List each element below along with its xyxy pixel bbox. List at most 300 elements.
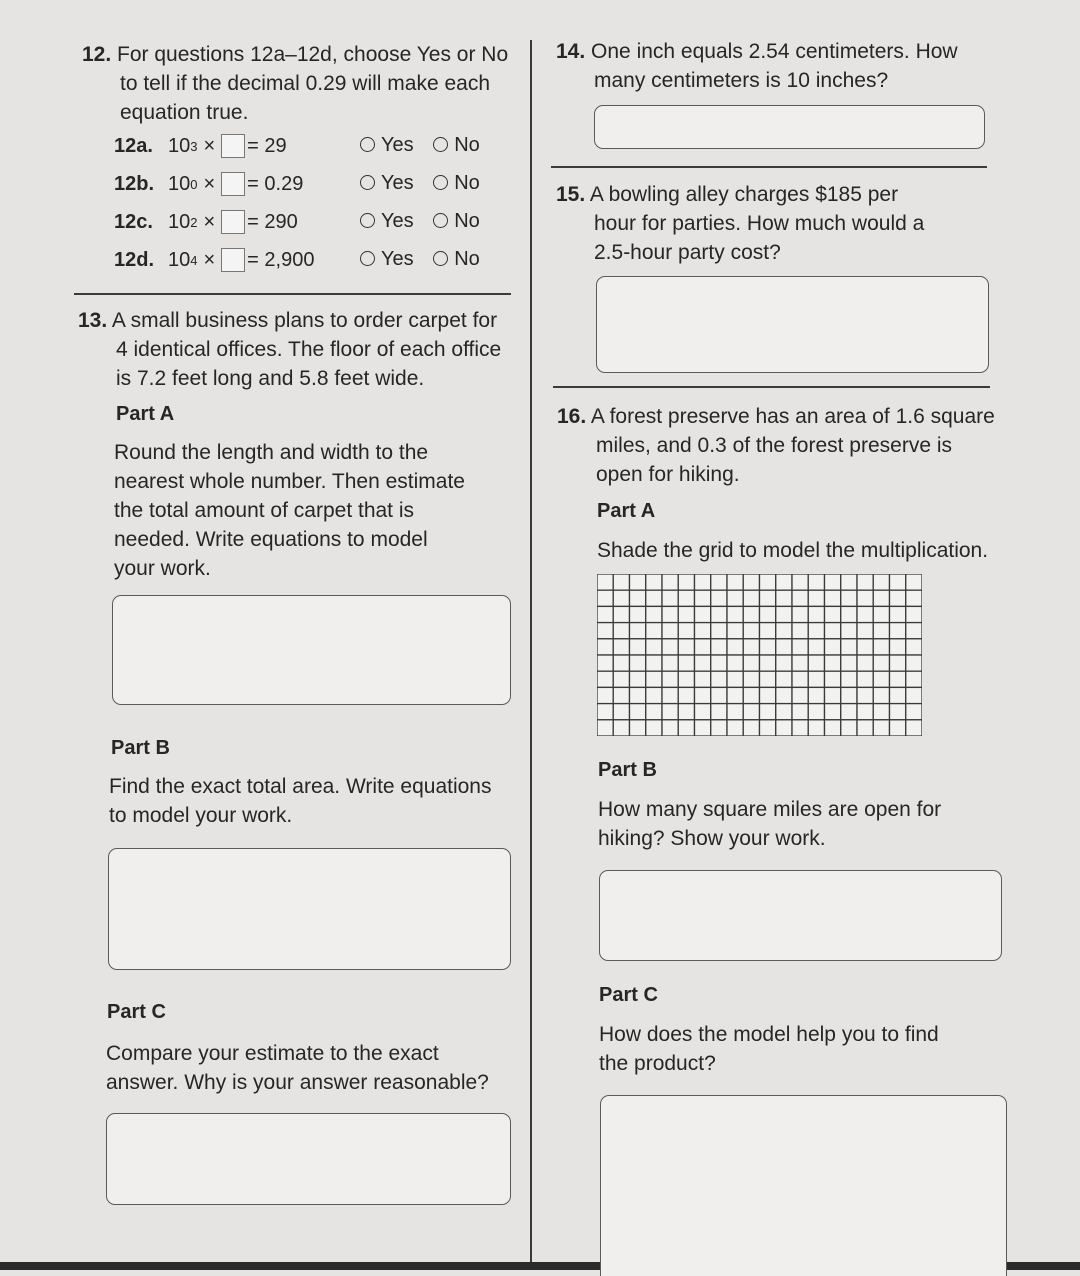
radio-circle-icon (433, 251, 448, 266)
q12d-result: = 2,900 (247, 248, 315, 271)
grid-cell[interactable] (630, 623, 646, 639)
grid-cell[interactable] (695, 623, 711, 639)
q16-partB-title: Part B (598, 759, 657, 781)
grid-cell[interactable] (630, 720, 646, 736)
grid-cell[interactable] (792, 704, 808, 720)
grid-cell[interactable] (613, 655, 629, 671)
divider-q12-q13 (74, 293, 511, 295)
grid-cell[interactable] (873, 671, 889, 687)
q16-line3: open for hiking. (596, 463, 740, 486)
q12b-equation (114, 172, 303, 196)
grid-cell[interactable] (678, 671, 694, 687)
divider-q14-q15 (551, 166, 987, 168)
grid-cell[interactable] (808, 720, 824, 736)
q12a-no-option[interactable]: No (433, 134, 480, 156)
grid-cell[interactable] (678, 606, 694, 622)
q12d-times: × (203, 248, 216, 271)
grid-cell[interactable] (825, 623, 841, 639)
q12d-equation (114, 248, 314, 272)
grid-cell[interactable] (857, 720, 873, 736)
grid-cell[interactable] (678, 687, 694, 703)
grid-cell[interactable] (906, 655, 922, 671)
grid-cell[interactable] (792, 671, 808, 687)
grid-cell[interactable] (825, 606, 841, 622)
q13-prompt (78, 306, 523, 393)
grid-cell[interactable] (695, 671, 711, 687)
q12a-exp: 3 (190, 138, 198, 154)
grid-cell[interactable] (711, 704, 727, 720)
grid-cell[interactable] (613, 671, 629, 687)
grid-cell[interactable] (825, 720, 841, 736)
grid-cell[interactable] (678, 590, 694, 606)
q12c-base: 10 (168, 210, 191, 233)
grid-cell[interactable] (776, 623, 792, 639)
grid-cell[interactable] (727, 704, 743, 720)
grid-cell[interactable] (873, 639, 889, 655)
radio-circle-icon (360, 251, 375, 266)
grid-cell[interactable] (890, 606, 906, 622)
grid-cell[interactable] (873, 574, 889, 590)
grid-cell[interactable] (873, 704, 889, 720)
grid-cell[interactable] (711, 574, 727, 590)
grid-cell[interactable] (906, 671, 922, 687)
grid-cell[interactable] (873, 606, 889, 622)
q12b-base: 10 (168, 172, 191, 195)
q12d-base: 10 (168, 248, 191, 271)
q16-line1: A forest preserve has an area of 1.6 square (590, 405, 995, 428)
grid-cell[interactable] (776, 720, 792, 736)
grid-cell[interactable] (727, 590, 743, 606)
grid-cell[interactable] (906, 704, 922, 720)
grid-cell[interactable] (662, 720, 678, 736)
grid-cell[interactable] (760, 720, 776, 736)
q13-partA-title: Part A (116, 403, 175, 425)
grid-cell[interactable] (646, 574, 662, 590)
divider-q15-q16 (553, 386, 990, 388)
grid-cell[interactable] (760, 590, 776, 606)
grid-cell[interactable] (613, 606, 629, 622)
grid-cell[interactable] (890, 720, 906, 736)
q13-partC-line1: Compare your estimate to the exact (106, 1042, 439, 1065)
q12d-no-option[interactable]: No (433, 248, 480, 270)
q16-number: 16. (557, 405, 587, 428)
grid-cell[interactable] (597, 623, 613, 639)
grid-cell[interactable] (857, 655, 873, 671)
grid-cell[interactable] (662, 574, 678, 590)
q12d-yes-option[interactable]: Yes (360, 248, 414, 270)
q13-partB-text (109, 772, 524, 830)
grid-cell[interactable] (808, 687, 824, 703)
grid-cell[interactable] (792, 655, 808, 671)
grid-cell[interactable] (597, 574, 613, 590)
grid-cell[interactable] (646, 671, 662, 687)
grid-cell[interactable] (776, 687, 792, 703)
q13-number: 13. (78, 309, 108, 332)
grid-cell[interactable] (906, 590, 922, 606)
q16-partC-text (599, 1020, 1019, 1078)
grid-cell[interactable] (678, 720, 694, 736)
grid-cell[interactable] (906, 639, 922, 655)
grid-cell[interactable] (678, 623, 694, 639)
grid-cell[interactable] (841, 606, 857, 622)
grid-cell[interactable] (873, 590, 889, 606)
grid-cell[interactable] (613, 639, 629, 655)
grid-cell[interactable] (776, 655, 792, 671)
grid-cell[interactable] (727, 623, 743, 639)
grid-cell[interactable] (760, 655, 776, 671)
q13-partB-title: Part B (111, 737, 170, 759)
q13-partB-answer-box[interactable] (108, 848, 511, 970)
grid-cell[interactable] (743, 639, 759, 655)
grid-cell[interactable] (662, 655, 678, 671)
grid-cell[interactable] (825, 671, 841, 687)
grid-cell[interactable] (792, 574, 808, 590)
q13-partA-answer-box[interactable] (112, 595, 511, 705)
grid-cell[interactable] (727, 687, 743, 703)
q12-prompt (82, 40, 527, 127)
grid-cell[interactable] (808, 671, 824, 687)
grid-cell[interactable] (646, 720, 662, 736)
grid-cell[interactable] (597, 720, 613, 736)
grid-cell[interactable] (630, 639, 646, 655)
grid-cell[interactable] (597, 704, 613, 720)
grid-cell[interactable] (776, 639, 792, 655)
grid-cell[interactable] (743, 704, 759, 720)
grid-cell[interactable] (646, 655, 662, 671)
grid-cell[interactable] (646, 687, 662, 703)
grid-cell[interactable] (695, 720, 711, 736)
grid-cell[interactable] (711, 655, 727, 671)
radio-circle-icon (433, 175, 448, 190)
grid-cell[interactable] (857, 590, 873, 606)
grid-cell[interactable] (776, 574, 792, 590)
grid-cell[interactable] (727, 671, 743, 687)
q13-partA-line1: Round the length and width to the (114, 441, 429, 464)
q12c-exp: 2 (190, 214, 198, 230)
grid-cell[interactable] (825, 639, 841, 655)
grid-cell[interactable] (727, 639, 743, 655)
radio-circle-icon (360, 213, 375, 228)
grid-cell[interactable] (890, 574, 906, 590)
q14-line1: One inch equals 2.54 centimeters. How (591, 40, 958, 63)
q12c-yes-option[interactable]: Yes (360, 210, 414, 232)
q12c-times: × (203, 210, 216, 233)
grid-cell[interactable] (760, 671, 776, 687)
q16-partC-answer-box[interactable] (600, 1095, 1007, 1276)
grid-cell[interactable] (906, 623, 922, 639)
q12c-answer-box[interactable] (221, 210, 245, 234)
grid-cell[interactable] (662, 671, 678, 687)
q12c-label: 12c. (114, 210, 153, 233)
grid-cell[interactable] (711, 687, 727, 703)
grid-cell[interactable] (760, 687, 776, 703)
grid-cell[interactable] (808, 704, 824, 720)
grid-cell[interactable] (727, 574, 743, 590)
grid-cell[interactable] (890, 639, 906, 655)
q13-partA-text (114, 438, 514, 583)
radio-circle-icon (360, 175, 375, 190)
q12b-options (360, 172, 480, 195)
grid-cell[interactable] (662, 590, 678, 606)
q16-partC-title: Part C (599, 984, 658, 1006)
grid-cell[interactable] (597, 590, 613, 606)
grid-cell[interactable] (711, 590, 727, 606)
grid-cell[interactable] (857, 574, 873, 590)
q12c-equation (114, 210, 298, 234)
q16-line2: miles, and 0.3 of the forest preserve is (596, 434, 953, 457)
grid-cell[interactable] (776, 704, 792, 720)
grid-cell[interactable] (857, 606, 873, 622)
grid-cell[interactable] (906, 720, 922, 736)
q12c-options (360, 210, 480, 233)
grid-cell[interactable] (825, 655, 841, 671)
q12-line1: For questions 12a–12d, choose Yes or No (117, 43, 509, 66)
q13-line3: is 7.2 feet long and 5.8 feet wide. (116, 367, 425, 390)
grid-cell[interactable] (613, 687, 629, 703)
grid-cell[interactable] (776, 671, 792, 687)
grid-cell[interactable] (597, 687, 613, 703)
grid-cell[interactable] (841, 671, 857, 687)
grid-cell[interactable] (727, 606, 743, 622)
grid-cell[interactable] (678, 574, 694, 590)
column-divider (530, 40, 532, 1270)
grid-cell[interactable] (597, 639, 613, 655)
q16-partB-answer-box[interactable] (599, 870, 1002, 961)
grid-cell[interactable] (630, 687, 646, 703)
grid-cell[interactable] (662, 704, 678, 720)
grid-cell[interactable] (695, 639, 711, 655)
q12b-yes-option[interactable]: Yes (360, 172, 414, 194)
q12b-answer-box[interactable] (221, 172, 245, 196)
grid-cell[interactable] (760, 639, 776, 655)
radio-circle-icon (433, 213, 448, 228)
q12d-exp: 4 (190, 252, 198, 268)
q16-partA-title: Part A (597, 500, 656, 522)
grid-cell[interactable] (678, 655, 694, 671)
grid-cell[interactable] (808, 639, 824, 655)
grid-cell[interactable] (873, 623, 889, 639)
grid-cell[interactable] (760, 606, 776, 622)
q12c-result: = 290 (247, 210, 298, 233)
q13-line2: 4 identical offices. The floor of each office (116, 338, 502, 361)
q16-partB-line1: How many square miles are open for (598, 798, 942, 821)
grid-cell[interactable] (792, 623, 808, 639)
q12c-no-option[interactable]: No (433, 210, 480, 232)
grid-cell[interactable] (613, 623, 629, 639)
grid-cell[interactable] (792, 639, 808, 655)
grid-cell[interactable] (873, 720, 889, 736)
q12a-answer-box[interactable] (221, 134, 245, 158)
q14-prompt (556, 37, 1006, 95)
q13-partA-line5: your work. (114, 557, 211, 580)
q12d-answer-box[interactable] (221, 248, 245, 272)
grid-cell[interactable] (857, 687, 873, 703)
grid-cell[interactable] (873, 687, 889, 703)
grid-cell[interactable] (711, 720, 727, 736)
grid-cell[interactable] (792, 590, 808, 606)
grid-cell[interactable] (825, 687, 841, 703)
grid-cell[interactable] (857, 671, 873, 687)
grid-cell[interactable] (890, 590, 906, 606)
q12b-no-option[interactable]: No (433, 172, 480, 194)
grid-cell[interactable] (646, 590, 662, 606)
q12b-exp: 0 (190, 176, 198, 192)
q13-partB-line1: Find the exact total area. Write equations (109, 775, 492, 798)
grid-cell[interactable] (678, 704, 694, 720)
radio-circle-icon (433, 137, 448, 152)
grid-cell[interactable] (646, 639, 662, 655)
grid-cell[interactable] (857, 704, 873, 720)
grid-cell[interactable] (646, 606, 662, 622)
q16-partA-text: Shade the grid to model the multiplication. (597, 539, 989, 562)
q15-line3: 2.5-hour party cost? (594, 241, 781, 264)
grid-cell[interactable] (792, 687, 808, 703)
grid-cell[interactable] (792, 720, 808, 736)
q15-line2: hour for parties. How much would a (594, 212, 925, 235)
q16-partC-line1: How does the model help you to find (599, 1023, 939, 1046)
grid-cell[interactable] (630, 574, 646, 590)
q12a-times: × (203, 134, 216, 157)
grid-cell[interactable] (776, 606, 792, 622)
grid-cell[interactable] (841, 639, 857, 655)
grid-cell[interactable] (890, 687, 906, 703)
q12-line2: to tell if the decimal 0.29 will make each (120, 72, 491, 95)
grid-cell[interactable] (808, 590, 824, 606)
grid-cell[interactable] (743, 590, 759, 606)
grid-cell[interactable] (890, 704, 906, 720)
grid-cell[interactable] (711, 671, 727, 687)
q12-number: 12. (82, 43, 112, 66)
grid-cell[interactable] (613, 704, 629, 720)
grid-cell[interactable] (841, 623, 857, 639)
q14-answer-box[interactable] (594, 105, 985, 149)
grid-cell[interactable] (841, 655, 857, 671)
q12a-base: 10 (168, 134, 191, 157)
grid-cell[interactable] (808, 606, 824, 622)
q12d-label: 12d. (114, 248, 155, 271)
grid-cell[interactable] (792, 606, 808, 622)
grid-cell[interactable] (678, 639, 694, 655)
grid-cell[interactable] (743, 574, 759, 590)
grid-cell[interactable] (597, 655, 613, 671)
grid-cell[interactable] (630, 655, 646, 671)
q12d-options (360, 248, 480, 271)
q16-partC-line2: the product? (599, 1052, 716, 1075)
grid-cell[interactable] (630, 671, 646, 687)
grid-cell[interactable] (808, 655, 824, 671)
grid-cell[interactable] (662, 606, 678, 622)
grid-cell[interactable] (890, 655, 906, 671)
q15-prompt (556, 180, 1006, 267)
grid-cell[interactable] (743, 606, 759, 622)
q15-answer-box[interactable] (596, 276, 989, 373)
radio-circle-icon (360, 137, 375, 152)
grid-cell[interactable] (890, 623, 906, 639)
grid-cell[interactable] (841, 574, 857, 590)
grid-cell[interactable] (711, 623, 727, 639)
q13-partC-title: Part C (107, 1001, 166, 1023)
q13-partA-line3: the total amount of carpet that is (114, 499, 415, 522)
grid-cell[interactable] (841, 590, 857, 606)
q12b-times: × (203, 172, 216, 195)
grid-cell[interactable] (630, 606, 646, 622)
q12a-label: 12a. (114, 134, 153, 157)
grid-cell[interactable] (695, 655, 711, 671)
grid-cell[interactable] (841, 720, 857, 736)
grid-cell[interactable] (695, 687, 711, 703)
q14-number: 14. (556, 40, 586, 63)
q14-line2: many centimeters is 10 inches? (594, 69, 889, 92)
grid-cell[interactable] (662, 639, 678, 655)
grid-cell[interactable] (906, 574, 922, 590)
grid-cell[interactable] (646, 623, 662, 639)
grid-cell[interactable] (630, 590, 646, 606)
q12a-options (360, 134, 480, 157)
q12a-result: = 29 (247, 134, 287, 157)
grid-cell[interactable] (597, 671, 613, 687)
grid-cell[interactable] (613, 574, 629, 590)
grid-cell[interactable] (825, 590, 841, 606)
grid-cell[interactable] (743, 623, 759, 639)
grid-cell[interactable] (613, 590, 629, 606)
grid-cell[interactable] (825, 574, 841, 590)
grid-cell[interactable] (760, 574, 776, 590)
grid-cell[interactable] (841, 687, 857, 703)
grid-cell[interactable] (695, 574, 711, 590)
grid-cell[interactable] (695, 704, 711, 720)
grid-cell[interactable] (662, 623, 678, 639)
grid-cell[interactable] (727, 720, 743, 736)
grid-cell[interactable] (613, 720, 629, 736)
grid-cell[interactable] (597, 606, 613, 622)
grid-cell[interactable] (760, 704, 776, 720)
grid-cell[interactable] (906, 687, 922, 703)
q15-number: 15. (556, 183, 586, 206)
q12b-result: = 0.29 (247, 172, 304, 195)
grid-cell[interactable] (776, 590, 792, 606)
grid-cell[interactable] (711, 639, 727, 655)
q13-partC-answer-box[interactable] (106, 1113, 511, 1205)
grid-cell[interactable] (743, 720, 759, 736)
grid-cell[interactable] (646, 704, 662, 720)
grid-cell[interactable] (630, 704, 646, 720)
grid-cell[interactable] (808, 623, 824, 639)
grid-cell[interactable] (743, 655, 759, 671)
grid-cell[interactable] (873, 655, 889, 671)
q12a-yes-option[interactable]: Yes (360, 134, 414, 156)
grid-cell[interactable] (857, 623, 873, 639)
grid-cell[interactable] (841, 704, 857, 720)
grid-cell[interactable] (825, 704, 841, 720)
grid-cell[interactable] (857, 639, 873, 655)
grid-cell[interactable] (695, 606, 711, 622)
grid-cell[interactable] (906, 606, 922, 622)
grid-cell[interactable] (695, 590, 711, 606)
grid-cell[interactable] (727, 655, 743, 671)
q12b-label: 12b. (114, 172, 155, 195)
grid-cell[interactable] (890, 671, 906, 687)
grid-cell[interactable] (743, 687, 759, 703)
q16-shading-grid[interactable] (597, 574, 922, 736)
grid-cell[interactable] (760, 623, 776, 639)
q15-line1: A bowling alley charges $185 per (589, 183, 899, 206)
grid-cell[interactable] (711, 606, 727, 622)
q12a-equation (114, 134, 287, 158)
q16-prompt (557, 402, 1017, 489)
grid-cell[interactable] (743, 671, 759, 687)
grid-cell[interactable] (662, 687, 678, 703)
grid-cell[interactable] (808, 574, 824, 590)
